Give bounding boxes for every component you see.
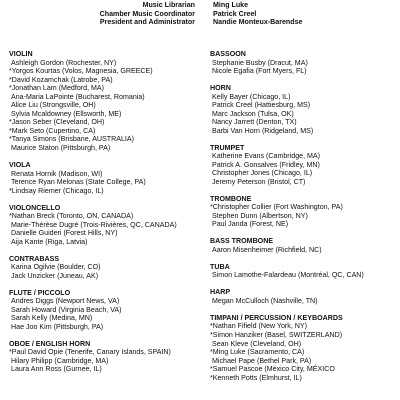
member-entry: Paul Janda (Forest, NE): [212, 220, 289, 229]
member-entry: Andres Diggs (Newport News, VA): [11, 297, 120, 306]
section-title: HORN: [210, 84, 231, 93]
section-flute-piccolo: [9, 289, 199, 332]
section-horn: [210, 84, 398, 135]
staff-title: Chamber Music Coordinator: [99, 9, 195, 18]
section-title: VIOLIN: [9, 50, 33, 58]
member-entry: Alice Liu (Strongsville, OH): [11, 101, 96, 110]
member-entry: Michael Pape (Bethel Park, PA): [212, 356, 312, 365]
member-entry: Sean Kleve (Cleveland, OH): [212, 339, 302, 348]
section-trombone: [210, 195, 398, 229]
member-entry: *Paul David Opie (Tenerife, Canary Islands, SPAIN): [9, 348, 171, 357]
section-oboe-english-horn: [9, 340, 199, 374]
left-column: [9, 50, 199, 382]
section-title: BASS TROMBONE: [210, 237, 274, 246]
member-entry: Aaron Misenheimer (Richfield, NC): [212, 245, 322, 254]
member-entry: Karina Ogilvie (Boulder, CO): [11, 263, 101, 272]
section-trumpet: [210, 144, 398, 187]
member-entry: Hilary Philipp (Cambridge, MA): [11, 356, 109, 365]
section-violoncello: [9, 204, 199, 247]
member-entry: *Nathan Fifield (New York, NY): [210, 322, 307, 331]
member-entry: Marie-Thérèse Dugré (Trois-Rivières, QC, CANADA): [11, 220, 177, 229]
member-entry: Maurice Staton (Pittsburgh, PA): [11, 144, 111, 153]
member-entry: *Ming Luke (Sacramento, CA): [210, 348, 305, 357]
member-entry: Megan McCulloch (Nashville, TN): [212, 296, 318, 305]
section-title: VIOLA: [9, 160, 31, 169]
section-timpani-percussion-keyboards: [210, 314, 398, 382]
member-entry: *Kenneth Potts (Elmhurst, IL): [210, 373, 302, 382]
member-entry: Sarah Howard (Virginia Beach, VA): [11, 305, 122, 314]
member-entry: Stephanie Busby (Dracut, MA): [212, 58, 308, 67]
member-entry: Laura Ann Ross (Gurnee, IL): [11, 365, 102, 374]
member-entry: Sylvia Mcaldowney (Ellsworth, ME): [11, 109, 122, 118]
member-entry: Stephen Dunn (Albertson, NY): [212, 211, 308, 220]
member-entry: Patrick A. Gonsalves (Fridley, MN): [212, 160, 320, 169]
member-entry: Kelly Bayer (Chicago, IL): [212, 92, 291, 101]
member-entry: Terence Ryan Melonas (State College, PA): [11, 178, 146, 187]
section-contrabass: [9, 255, 199, 281]
staff-row: [70, 18, 302, 27]
section-title: TROMBONE: [210, 194, 252, 203]
member-entry: Christopher Jones (Chicago, IL): [212, 169, 313, 178]
member-entry: *Christopher Collier (Fort Washington, PA): [210, 203, 343, 212]
member-entry: Ana-Maria LaPointe (Bucharest, Romania): [11, 92, 145, 101]
member-entry: Jack Unzicker (Juneau, AK): [11, 271, 99, 280]
member-entry: *David Kozamchak (Latrobe, PA): [9, 75, 113, 84]
member-entry: Renata Hornik (Madison, WI): [11, 169, 103, 178]
section-title: FLUTE / PICCOLO: [9, 288, 71, 297]
member-entry: Nancy Jarrett (Denton, TX): [212, 118, 297, 127]
section-violin: [9, 50, 199, 153]
member-entry: Barbi Van Horn (Ridgeland, MS): [212, 126, 314, 135]
section-harp: [210, 288, 398, 305]
section-title: VIOLONCELLO: [9, 203, 61, 212]
member-entry: Simon Lamothe-Falardeau (Montréal, QC, CAN): [212, 271, 364, 280]
staff-title: Music Librarian: [142, 1, 195, 9]
section-title: TIMPANI / PERCUSSION / KEYBOARDS: [210, 313, 343, 322]
member-entry: Aija Kante (Riga, Latvia): [11, 237, 88, 246]
section-bass-trombone: [210, 237, 398, 254]
member-entry: Jeremy Peterson (Bristol, CT): [212, 177, 306, 186]
staff-name: Ming Luke: [213, 1, 249, 9]
staff-name: Patrick Creel: [213, 9, 257, 18]
section-title: HARP: [210, 288, 231, 297]
member-entry: Ashleigh Gordon (Rochester, NY): [11, 58, 117, 67]
member-entry: Katherine Evans (Cambridge, MA): [212, 152, 321, 161]
section-tuba: [210, 263, 398, 280]
member-entry: Marc Jackson (Tulsa, OK): [212, 109, 294, 118]
member-entry: Sarah Kelly (Medina, MN): [11, 314, 93, 323]
right-column: [210, 50, 398, 391]
member-entry: *Simon Hanziker (Basel, SWITZERLAND): [210, 330, 343, 339]
staff-row: [70, 10, 302, 19]
section-bassoon: [210, 50, 398, 76]
member-entry: *Mark Seto (Cupertino, CA): [9, 126, 96, 135]
member-entry: *Jonathan Lam (Medford, MA): [9, 84, 105, 93]
staff-name: Nandie Monteux-Barendse: [213, 18, 303, 27]
staff-row: [70, 1, 302, 10]
member-entry: *Lindsay Riemer (Chicago, IL): [9, 186, 104, 195]
member-entry: Patrick Creel (Hattiesburg, MS): [212, 101, 311, 110]
member-entry: Hae Joo Kim (Pittsburgh, PA): [11, 322, 104, 331]
member-entry: *Jason Seber (Cleveland, OH): [9, 118, 105, 127]
section-viola: [9, 161, 199, 195]
staff-title: President and Administrator: [99, 18, 195, 27]
member-entry: *Yorgos Kourtas (Volos, Magnesia, GREECE): [9, 67, 153, 76]
section-title: CONTRABASS: [9, 254, 60, 263]
section-title: TRUMPET: [210, 143, 245, 152]
member-entry: Danielle Guideri (Forest Hills, NY): [11, 229, 118, 238]
member-entry: Nicole Egafia (Fort Myers, FL): [212, 67, 307, 76]
section-title: BASSOON: [210, 50, 246, 58]
member-entry: *Nathan Breck (Toronto, ON, CANADA): [9, 212, 134, 221]
staff-list: [70, 1, 302, 27]
section-title: TUBA: [210, 262, 230, 271]
member-entry: *Samuel Pascoe (México City, MÉXICO: [210, 365, 335, 374]
section-title: OBOE / ENGLISH HORN: [9, 339, 91, 348]
member-entry: *Tanya Simons (Brisbane, AUSTRALIA): [9, 135, 134, 144]
